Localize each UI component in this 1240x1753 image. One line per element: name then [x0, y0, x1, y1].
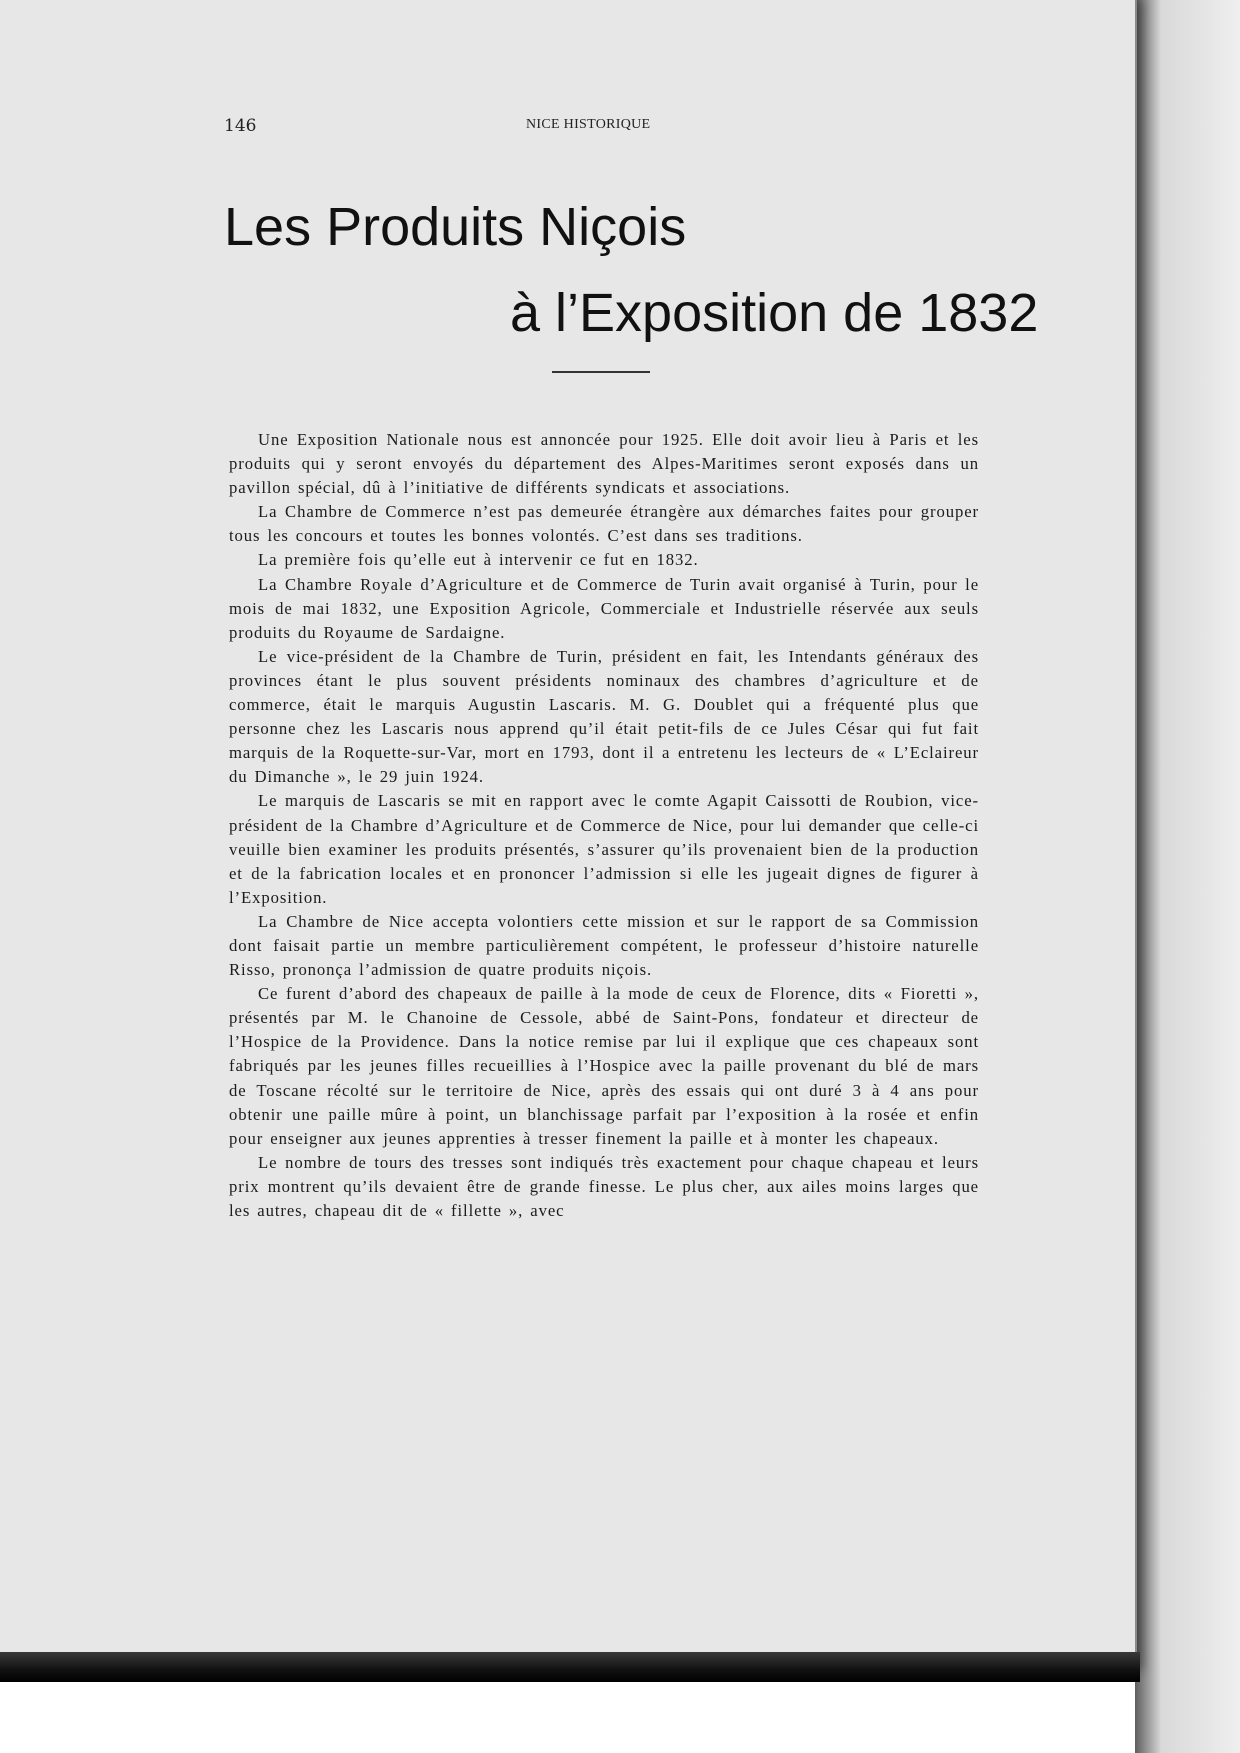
paragraph: La Chambre de Commerce n’est pas demeurée étrangère aux démarches faites pour grouper tous les concours et toutes les bonnes volontés. C’est dans ses traditions.: [229, 502, 979, 546]
paragraph: La Chambre de Nice accepta volontiers cette mission et sur le rapport de sa Commission dont faisait partie un membre particulièrement compétent, le professeur d’histoire naturelle Risso, prononça l’admission de quatre produits niçois.: [229, 911, 979, 980]
page-backing: [1135, 0, 1240, 1753]
paragraph: Ce furent d’abord des chapeaux de paille à la mode de ceux de Florence, dits « Fioretti », présentés par M. le Chanoine de Cessole, abbé de Saint-Pons, fondateur et directeur de l’Hospice de la Providence. Dans la notice remise par lui il explique que ces chapeaux sont fabriqués par les jeunes filles recueillies à l’Hospice avec la paille provenant du blé de mars de Toscane récolté sur le territoire de Nice, après des essais qui ont duré 3 à 4 ans pour obtenir une paille mûre à point, un blanchissage parfait par l’exposition à la rosée et enfin pour enseigner aux jeunes apprenties à tresser finement la paille et à monter les chapeaux.: [229, 984, 979, 1148]
article-body: [229, 428, 979, 1223]
paragraph: La première fois qu’elle eut à intervenir ce fut en 1832.: [258, 550, 699, 570]
scan-bottom-shadow: [0, 1652, 1140, 1682]
paragraph: Le marquis de Lascaris se mit en rapport avec le comte Agapit Caissotti de Roubion, vice-président de la Chambre d’Agriculture et de Commerce de Nice, pour lui demander que celle-ci veuille bien examiner les produits présentés, s’assurer qu’ils provenaient bien de la production et de la fabrication locales et en prononcer l’admission si elle les jugeait dignes de figurer à l’Exposition.: [229, 791, 979, 907]
paragraph: Le nombre de tours des tresses sont indiqués très exactement pour chaque chapeau et leurs prix montrent qu’ils devaient être de grande finesse. Le plus cher, aux ailes moins larges que les autres, chapeau dit de « fillette », avec: [229, 1152, 979, 1220]
paragraph: Une Exposition Nationale nous est annoncée pour 1925. Elle doit avoir lieu à Paris et les produits qui y seront envoyés du département des Alpes-Maritimes seront exposés dans un pavillon spécial, dû à l’initiative de différents syndicats et associations.: [229, 430, 979, 498]
title-divider: [552, 371, 650, 373]
paragraph: Le vice-président de la Chambre de Turin, président en fait, les Intendants généraux des provinces étant le plus souvent présidents nominaux des chambres d’agriculture et de commerce, était le marquis Augustin Lascaris. M. G. Doublet qui a fréquenté plus que personne chez les Lascaris nous apprend qu’il était petit-fils de ce Jules César qui fut fait marquis de la Roquette-sur-Var, mort en 1793, dont il a entretenu les lecteurs de « L’Eclaireur du Dimanche », le 29 juin 1924.: [229, 646, 979, 787]
article-title-line-2: à l’Exposition de 1832: [510, 283, 1039, 343]
page-header: [224, 116, 980, 136]
article-title-line-1: Les Produits Niçois: [224, 197, 687, 257]
page-number: 146: [224, 116, 257, 136]
running-head: NICE HISTORIQUE: [526, 117, 651, 132]
paragraph: La Chambre Royale d’Agriculture et de Commerce de Turin avait organisé à Turin, pour le mois de mai 1832, une Exposition Agricole, Commerciale et Industrielle réservée aux seuls produits du Royaume de Sardaigne.: [229, 574, 979, 642]
